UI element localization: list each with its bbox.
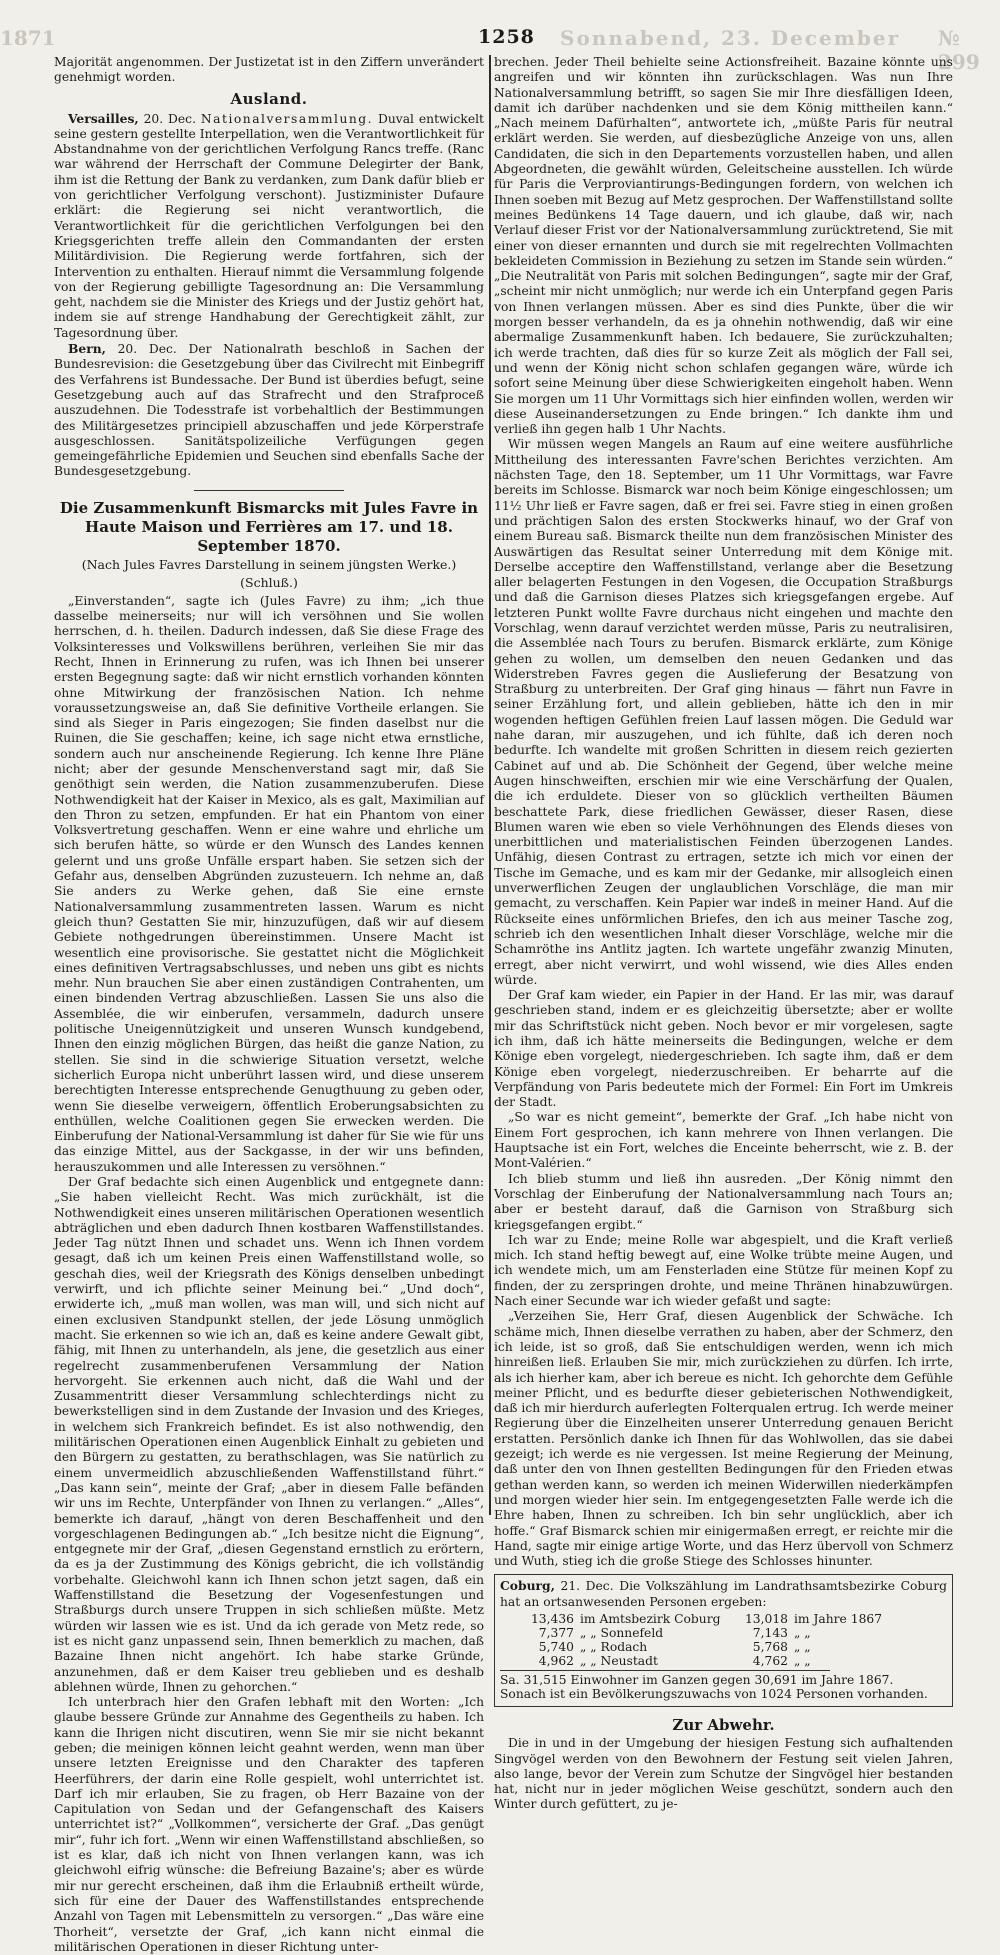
census-row (500, 1640, 947, 1654)
bern-text: Der Nationalrath beschloß in Sachen der Bundesrevision: die Gesetzgebung über das Civilrecht mit Einbegriff des Verfahrens ist Bundessache. Der Bund ist überdies befugt, seine Gesetzgebung auch auf das Strafrecht und den Strafproceß auszudehnen. Die Todesstrafe ist vorbehaltlich der Bestimmungen des Militärgesetzes principiell abzuschaffen und jede Körperstrafe ausgeschlossen. Sanitätspolizeiliche Verfügungen gegen gemeingefährliche Epidemien und Seuchen sind ebenfalls Sache der Bundesgesetzgebung. (54, 342, 484, 479)
census-total-tail: im Jahre 1867. (801, 1672, 894, 1687)
census-count: 7,377 (538, 1625, 574, 1640)
census-prev: 13,018 (744, 1611, 788, 1626)
census-prev: 7,143 (752, 1625, 788, 1640)
census-count: 4,962 (538, 1653, 574, 1668)
versailles-date: 20. Dec. (143, 111, 196, 126)
article-paragraph: „Einverstanden“, sagte ich (Jules Favre) zu ihm; „ich thue dasselbe meinerseits; nur will ich versöhnen und Sie wollen herrschen, d. h. theilen. Dadurch indessen, daß Sie diese Frage des Volksinteresses und Volkswillens berühren, verleihen Sie mir das Recht, Ihnen in Erinnerung zu rufen, was ich Ihnen bei unserer ersten Begegnung sagte: daß wir nicht ernstlich vorhanden könnten ohne Mitwirkung der französischen Nation. Ich nehme voraussetzungsweise an, daß Sie definitive Vortheile erlangen. Sie sind als Sieger in Paris eingezogen; Sie finden daselbst nur die Ruinen, die Sie geschaffen; keine, ich sage nicht etwa ernstliche, sondern auch nur anscheinende Regierung. Ich kenne Ihre Pläne nicht; aber der gesunde Menschenverstand sagt mir, daß Sie genöthigt sein werden, die Nation zusammenzuberufen. Diese Nothwendigkeit hat der Kaiser in Mexico, als es galt, Maximilian auf den Thron zu setzen, empfunden. Er hat ein Phantom von einer Volksvertretung geschaffen. Wenn er eine wahre und ehrliche um sich berufen hätte, so würde er den Wunsch des Landes kennen gelernt und uns große Unfälle erspart haben. Sie setzen sich der Gefahr aus, denselben Abgründen zuzusteuern. Ich nehme an, daß Sie anders zu Werke gehen, daß Sie eine ernste Nationalversammlung zusammentreten lassen. Warum es nicht gleich thun? Gestatten Sie mir, hinzuzufügen, daß wir auf diesem Gebiete nothgedrungen übereinstimmen. Unsere Macht ist wesentlich eine provisorische. Sie gestattet nicht die Möglichkeit eines definitiven Vertragsabschlusses, und neben uns gibt es nichts mehr. Nun brauchen Sie aber einen zuständigen Contrahenten, um einen bindenden Vertrag abzuschließen. Lassen Sie uns also die Assemblée, die wir einberufen, versammeln, dadurch unsere politische Uneigennützigkeit und unseren Wunsch kundgebend, Ihnen den einzig möglichen Bürgen, das heißt die ganze Nation, zu stellen. Sie sind in die schwierige Situation versetzt, welche sicherlich Europa nicht unberührt lassen wird, und diese unserem berechtigten Interesse entsprechende Genugthuung zu geben oder, wenn Sie dieselbe verweigern, öffentlich Eroberungsabsichten zu enthüllen, welche Coalitionen gegen Sie erwecken werden. Die Einberufung der National-Versammlung ist daher für Sie wie für uns das einzige Mittel, aus der Sackgasse, in der wir uns befinden, herauszukommen und alle Interessen zu versöhnen.“ (54, 593, 484, 1174)
opening-paragraph: Majorität angenommen. Der Justizetat ist in den Ziffern unverändert genehmigt worden. (54, 55, 484, 85)
article-paragraph: brechen. Jeder Theil behielte seine Actionsfreiheit. Bazaine könnte uns angreifen und wir könnten ihn zurückschlagen. Was nun Ihre Nationalversammlung betrifft, so sagen Sie mir Ihre diesfälligen Ideen, damit ich darüber nachdenken und sie dem König mittheilen kann.“ „Nach meinem Dafürhalten“, antwortete ich, „müßte Paris für neutral erklärt werden. Sie werden, auf diesbezügliche Anzeige von uns, allen Candidaten, die sich in den Departements vorzustellen haben, und allen Abgeordneten, die gewählt würden, Geleitscheine ausstellen. Ich würde für Paris die Verproviantirungs-Bedingungen fordern, von welchen ich Ihnen soeben mit Bezug auf Metz gesprochen. Der Waffenstillstand sollte meines Bedünkens 14 Tage dauern, und ich glaube, daß wir, nach Verlauf dieser Frist vor der Nationalversammlung zurücktretend, Sie mit einer von dieser ernannten und durch sie mit regelrechten Vollmachten bekleideten Commission in Beziehung zu setzen im Stande sein würden.“ „Die Neutralität von Paris mit solchen Bedingungen“, sagte mir der Graf, „scheint mir nicht unmöglich; nur werde ich ein Unterpfand gegen Paris von Ihnen verlangen müssen. Aber es sind dies Punkte, über die wir morgen besser verhandeln, da es ja ohnehin nothwendig, daß wir eine abermalige Zusammenkunft haben. Ich bedauere, Sie zurückzuhalten; ich werde trachten, daß dies für so kurze Zeit als möglich der Fall sei, und wenn der König nicht schon schlafen gegangen wäre, würde ich sofort seine Meinung über diese Schwierigkeiten eingeholt haben. Wenn Sie morgen um 11 Uhr Vormittags sich hier einfinden wollen, werden wir diese Auseinandersetzungen zu Ende bringen.“ Ich dankte ihm und verließ ihn gegen halb 1 Uhr Nachts. (494, 55, 953, 437)
header-date: Sonnabend, 23. December (560, 26, 901, 50)
article-paragraph: Ich war zu Ende; meine Rolle war abgespielt, und die Kraft verließ mich. Ich stand heftig bewegt auf, eine Wolke trübte meine Augen, und ich wendete mich, um am Fensterladen eine Stütze für meinen Kopf zu finden, der zu zerspringen drohte, und meine Thränen hinabzuwürgen. Nach einer Secunde war ich wieder gefaßt und sagte: (494, 1232, 953, 1309)
census-total-prev: 30,691 (754, 1672, 798, 1687)
coburg-intro-paragraph (500, 1578, 947, 1610)
article-paragraph: Ich unterbrach hier den Grafen lebhaft mit den Worten: „Ich glaube bessere Gründe zur Annahme des Gegentheils zu haben. Ich kann die Ihrigen nicht discutiren, wenn Sie mir sie nicht bekannt geben; die meinigen können leicht geahnt werden, wenn man über unsere letzten Ereignisse und den Charakter des tapferen Heerführers, der darin eine Rolle gespielt, wohl unterrichtet ist. Darf ich mir erlauben, Sie zu fragen, ob Herr Bazaine von der Capitulation von Sedan und der Gefangenschaft des Kaisers unterrichtet ist?“ „Vollkommen“, versicherte der Graf. „Das genügt mir“, fuhr ich fort. „Wenn wir einen Waffenstillstand abschließen, so ist es klar, daß ich nicht von Ihnen verlangen kann, was ich gleichwohl eifrig wünsche: die Befreiung Bazaine's; aber es würde mir nur gerecht erscheinen, daß ihm die Erlaubniß ertheilt würde, sich für eine der Dauer des Waffenstillstandes entsprechende Anzahl von Tagen mit Lebensmitteln zu versorgen.“ „Das wäre eine Thorheit“, versetzte der Graf, „ich kann nicht einmal die militärischen Operationen in dieser Richtung unter- (54, 1695, 484, 1954)
census-district: im Amtsbezirk Coburg (580, 1611, 721, 1626)
census-tail: „ „ (794, 1653, 811, 1668)
abwehr-title: Zur Abwehr. (672, 1716, 775, 1735)
page-number: 1258 (478, 26, 535, 48)
coburg-census-box (494, 1574, 953, 1707)
census-district: „ „ Sonnefeld (580, 1625, 664, 1640)
census-district: „ „ Neustadt (580, 1653, 658, 1668)
versailles-intro: Nationalversammlung. (200, 111, 374, 126)
census-row (500, 1626, 947, 1640)
census-prev: 5,768 (752, 1639, 788, 1654)
census-count: 13,436 (530, 1611, 574, 1626)
article-subhead: (Nach Jules Favres Darstellung in seinem jüngsten Werke.) (81, 556, 457, 572)
versailles-text: Duval entwickelt seine gestern gestellte Interpellation, wen die Verantwortlichkeit für Abstandnahme von der gerichtlichen Verfolgung Rancs treffe. (Ranc war während der Herrschaft der Commune Delegirter der Bank, ihm ist die Rettung der Bank zu verdanken, zum Dank dafür blieb er von gerichtlicher Verfolgung verschont). Justizminister Dufaure erklärt: die Regierung sei nicht verantwortlich, die Verantwortlichkeit für die gerichtlichen Verfolgungen bei den Kriegsgerichten treffe allein den Commandanten der ersten Militärdivision. Die Regierung werde fortfahren, sich der Intervention zu enthalten. Hierauf nimmt die Versammlung folgende von der Regierung gebilligte Tagesordnung an: Die Versammlung geht, nachdem sie die Minister des Kriegs und der Justiz gehört hat, indem sie auf strenge Handhabung der Gerechtigkeit zählt, zur Tagesordnung über. (54, 111, 484, 340)
census-tail: „ „ (794, 1625, 811, 1640)
coburg-date: 21. Dec. (560, 1579, 614, 1594)
article-paragraph: Wir müssen wegen Mangels an Raum auf eine weitere ausführliche Mittheilung des interessanten Favre'schen Berichtes verzichten. Am nächsten Tage, den 18. September, um 11 Uhr Vormittags, war Favre bereits im Schlosse. Bismarck war noch beim Könige eingeschlossen; um 11½ Uhr ließ er Favre sagen, daß er frei sei. Favre stieg in einen großen und prächtigen Salon des ersten Stockwerks hinauf, wo der Graf von einem Bureau saß. Bismarck theilte nun dem französischen Minister des Auswärtigen das Resultat seiner Unterredung mit dem Könige mit. Derselbe acceptire den Waffenstillstand, verlange aber die Besetzung aller belagerten Festungen in den Vogesen, die Occupation Straßburgs und daß die Garnison dieses Platzes sich kriegsgefangen ergebe. Auf letzteren Punkt wollte Favre durchaus nicht eingehen und machte den Vorschlag, wenn darauf verzichtet werden müsse, Paris zu neutralisiren, die Assemblée nach Tours zu berufen. Bismarck erklärte, zum Könige gehen zu wollen, um demselben den neuen Gedanken und das Widerstreben Favres gegen die Auslieferung der Besatzung von Straßburg zu unterbreiten. Der Graf ging hinaus — fährt nun Favre in seiner Erzählung fort, und allein geblieben, hätte ich den in mir wogenden heftigen Gefühlen freien Lauf lassen mögen. Die Geduld war nahe daran, mir auszugehen, und ich fühlte, daß ich deren noch bedurfte. Ich wandelte mit großen Schritten in diesem reich gezierten Cabinet auf und ab. Die Schönheit der Gegend, über welche meine Augen hinschweiften, erschien mir wie eine Verschärfung der Qualen, die ich erduldete. Dieser von so glücklich vertheilten Bäumen beschattete Park, diese friedlichen Gewässer, dieser Rasen, diese Blumen waren wie eben so viele Verhöhnungen des Elends dieses von unerbittlichen und materialistischen Feinden überzogenen Landes. Unfähig, diesen Contrast zu ertragen, setzte ich mich vor einen der Tische im Gemache, und es kam mir der Gedanke, mir allsogleich einen unverwerflichen Zeugen der unglaublichen Vorschläge, die man mir gemacht, zu verschaffen. Kein Papier war indeß in meiner Hand. Auf die Rückseite eines unförmlichen Briefes, den ich aus meiner Tasche zog, schrieb ich den wesentlichen Inhalt dieser Vorschläge, welche mir die Schamröthe ins Antlitz jagten. Ich wartete ungefähr zwanzig Minuten, erregt, aber nicht verwirrt, und wohl wissend, wie dies Alles enden würde. (494, 437, 953, 987)
column-divider (489, 55, 491, 1515)
bern-dateline: Bern, (68, 341, 106, 357)
article-headline: Die Zusammenkunft Bismarcks mit Jules Favre in Haute Maison und Ferrières am 17. und 18. September 1870. (59, 498, 479, 555)
census-tail: „ „ (794, 1639, 811, 1654)
ausland-title: Ausland. (230, 89, 308, 108)
abwehr-paragraph: Die in und in der Umgebung der hiesigen Festung sich aufhaltenden Singvögel werden von den Bewohnern der Festung seit vielen Jahren, also lange, bevor der Verein zum Schutze der Singvögel hier bestanden hat, nicht nur in jeder möglichen Weise geschützt, sondern auch den Winter durch gefüttert, zu je- (494, 1736, 953, 1812)
article-paragraph: Der Graf kam wieder, ein Papier in der Hand. Er las mir, was darauf geschrieben stand, indem er es gleichzeitig übersetzte; aber er wollte mir das Schriftstück nicht geben. Noch bevor er mir vorgelesen, sagte ich ihm, daß ich hätte meinerseits die Bedingungen, welche er dem Könige eben vorgelegt, niedergeschrieben. Ich sagte ihm, daß er dem Könige eben vorgelegt, niederzuschreiben. Er beharrte auf die Verpfändung von Paris bedeutete mich der Formel: Ein Fort im Umkreis der Stadt. (494, 988, 953, 1110)
header-issue: № 299 (938, 26, 980, 74)
census-table (500, 1612, 947, 1668)
versailles-dateline: Versailles, (68, 110, 139, 126)
section-divider (194, 490, 344, 491)
bern-date: 20. Dec. (117, 342, 177, 357)
article-paragraph: „Verzeihen Sie, Herr Graf, diesen Augenblick der Schwäche. Ich schäme mich, Ihnen dieselbe verrathen zu haben, aber der Schmerz, den ich leide, ist so groß, daß Sie entschuldigen werden, wenn ich mich hinreißen ließ. Erlauben Sie mir, mich zurückziehen zu dürfen. Ich irrte, als ich hierher kam, aber ich bereue es nicht. Ich gehorchte dem Gefühle meiner Pflicht, und es bedurfte dieser gebieterischen Nothwendigkeit, daß ich mir hierdurch auferlegten Folterqualen ertrug. Ich werde meiner Regierung über die Einzelheiten unserer Unterredung genauen Bericht erstatten. Persönlich danke ich Ihnen für das Wohlwollen, das sie dabei gezeigt; ich werde es nie vergessen. Ist meine Regierung der Meinung, daß unter den von Ihnen gestellten Bedingungen für den Frieden etwas gethan werden kann, so werden ich meinen Widerwillen niederkämpfen und morgen wieder hier sein. Im entgegengesetzten Falle werde ich die Ehre haben, Ihnen zu schreiben. Ich bin sehr unglücklich, aber ich hoffe.“ Graf Bismarck schien mir einigermaßen erregt, er reichte mir die Hand, sagte mir einige artige Worte, und das Herz übervoll von Schmerz und Wuth, stieg ich die große Stiege des Schlosses hinunter. (494, 1309, 953, 1569)
census-row (500, 1654, 947, 1668)
right-column (494, 55, 953, 1813)
census-total (500, 1673, 947, 1687)
article-paragraph: Der Graf bedachte sich einen Augenblick und entgegnete dann: „Sie haben vielleicht Recht. Was mich zurückhält, ist die Nothwendigkeit eines unseren militärischen Operationen wesentlich abträglichen und eben dadurch Ihnen kostbaren Waffenstillstandes. Jeder Tag nützt Ihnen und schadet uns. Wenn ich Ihnen vordem gesagt, daß ich um keinen Preis einen Waffenstillstand wolle, so geschah dies, weil der Kriegsrath des Königs denselben unbedingt verwirft, und ich pflichte seiner Meinung bei.“ „Und doch“, erwiderte ich, „muß man wollen, was man will, und sich nicht auf einen exclusiven Standpunkt stellen, der jede Lösung unmöglich macht. Sie erkennen so wie ich an, daß es keine andere Gewalt gibt, fähig, mit Ihnen zu unterhandeln, als jene, die gesetzlich aus einer regelrecht zusammenberufenen Versammlung der Nation hervorgeht. Sie erkennen auch nicht, daß die Wahl und der Zusammentritt dieser Versammlung schlechterdings nicht zu bewerkstelligen sind in dem Zustande der Invasion und des Krieges, in welchem sich Frankreich befindet. Es ist also nothwendig, den militärischen Operationen einen Augenblick Einhalt zu gebieten und den Bürgern zu gestatten, zu berathschlagen, was Sie natürlich zu einem unvermeidlich abzuschließenden Waffenstillstand führt.“ „Das kann sein“, meinte der Graf; „aber in diesem Falle befänden wir uns im Rechte, Unterpfänder von Ihnen zu verlangen.“ „Alles“, bemerkte ich darauf, „hängt von deren Beschaffenheit und den vorgeschlagenen Bedingungen ab.“ „Ich besitze nicht die Eignung“, entgegnete mir der Graf, „diesen Gegenstand ernstlich zu erörtern, da es ja der Zustimmung des Königs gebricht, die ich vollständig vorbehalte. Gleichwohl kann ich Ihnen schon jetzt sagen, daß ein Waffenstillstand die Besetzung der Vogesenfestungen und Straßburgs durch unsere Truppen in sich schließen müßte. Metz würden wir lassen wie es ist. Und da ich gerade von Metz rede, so ist es nicht ganz unpassend sein, Ihnen bemerklich zu machen, daß Bazaine Ihnen nicht angehört. Ich habe starke Gründe, anzunehmen, daß er dem Kaiser treu geblieben und es deshalb ablehnen würde, Ihnen zu gehorchen.“ (54, 1175, 484, 1694)
census-total-label: Sa. 31,515 Einwohner im Ganzen gegen (500, 1672, 751, 1687)
census-tail: im Jahre 1867 (794, 1611, 883, 1626)
versailles-paragraph (54, 111, 484, 341)
census-row (500, 1612, 947, 1626)
census-conclusion: Sonach ist ein Bevölkerungszuwachs von 1024 Personen vorhanden. (500, 1686, 928, 1701)
header-year: 1871 (0, 26, 56, 50)
coburg-intro: Die Volkszählung im Landrathsamtsbezirke Coburg hat an ortsanwesenden Personen ergeben: (500, 1579, 947, 1609)
article-paragraph: „So war es nicht gemeint“, bemerkte der Graf. „Ich habe nicht von Einem Fort gesprochen, ich kann mehrere von Ihnen verlangen. Die Hauptsache ist ein Fort, welches die Enceinte beherrscht, wie z. B. der Mont-Valérien.“ (494, 1110, 953, 1171)
census-total-rule (500, 1670, 830, 1671)
newspaper-columns (54, 55, 959, 1954)
article-paragraph: Ich blieb stumm und ließ ihn ausreden. „Der König nimmt den Vorschlag der Einberufung der Nationalversammlung nach Tours an; aber er besteht darauf, daß die Garnison von Straßburg sich kriegsgefangen ergibt.“ (494, 1171, 953, 1232)
census-prev: 4,762 (752, 1653, 788, 1668)
article-schluss: (Schluß.) (240, 574, 298, 590)
left-column (54, 55, 484, 1955)
bern-paragraph (54, 341, 484, 480)
census-district: „ „ Rodach (580, 1639, 648, 1654)
census-count: 5,740 (538, 1639, 574, 1654)
coburg-dateline: Coburg, (500, 1578, 555, 1594)
